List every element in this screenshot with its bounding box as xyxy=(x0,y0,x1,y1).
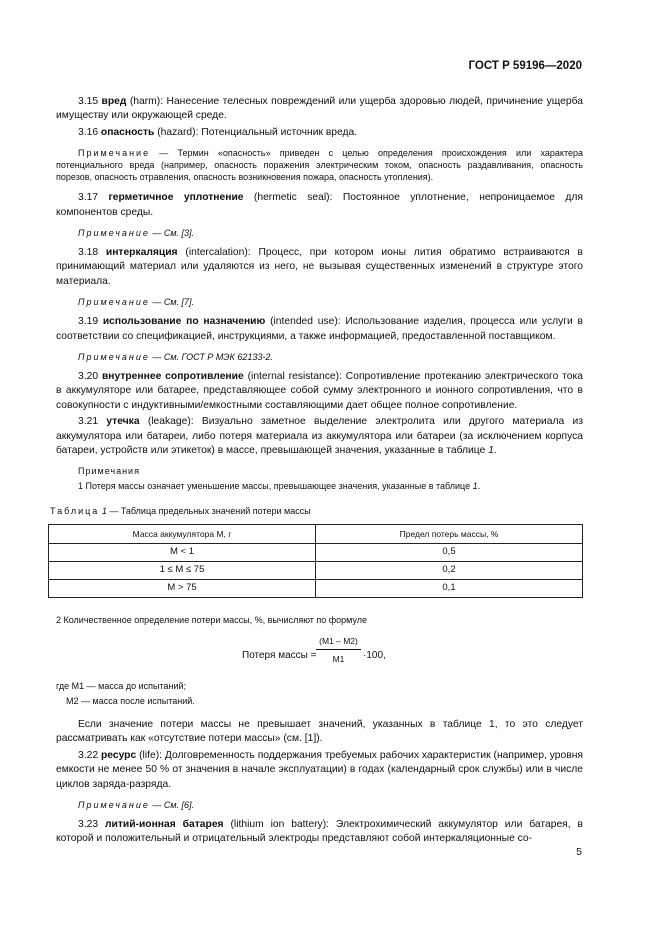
table-cell: M > 75 xyxy=(49,579,316,597)
term-name: интеркаляция xyxy=(105,247,178,259)
note-3-18: Примечание — См. [7]. xyxy=(78,297,195,308)
term-3-23: 3.23 литий-ионная батарея (lithium ion battery): Электрохимический аккумулятор или батарея, в которой и положительный и отрицательный электроды представляют собой интеркаляционные со- xyxy=(56,818,583,845)
notes-heading: Примечания xyxy=(78,465,140,476)
term-3-22: 3.22 ресурс (life): Долговременность поддержания требуемых рабочих характеристик (например, уровня емкости не менее 50 % от значения в начале эксплуатации) в годах (календарный срок службы) или в числе циклов заряда-разряда. xyxy=(56,749,583,790)
term-name: вред xyxy=(101,96,127,107)
formula-fraction xyxy=(316,634,361,667)
formula-left: Потеря массы = xyxy=(242,649,317,661)
term-name: герметичное уплотнение xyxy=(108,192,244,204)
term-name: литий-ионная батарея xyxy=(104,818,224,830)
table-caption: Таблица 1 — Таблица предельных значений потери массы xyxy=(50,505,311,516)
table-row xyxy=(49,561,583,579)
term-3-20: 3.20 внутреннее сопротивление (internal resistance): Сопротивление протеканию электрического тока в аккумуляторе или батарее, представляющее собой сумму электронного и ионного сопротивления, что в совокупности с индуктивными/емкостными составляющими дает общее полное сопротивление. xyxy=(56,371,583,411)
term-name: ресурс xyxy=(100,749,137,761)
table-row xyxy=(49,543,583,561)
where-m1: где M1 — масса до испытаний; xyxy=(56,680,187,691)
term-name: утечка xyxy=(106,416,140,428)
note-3-22: Примечание — См. [6]. xyxy=(78,799,195,810)
table-cell: 0,1 xyxy=(316,579,583,597)
formula-numerator: (M1 – M2) xyxy=(316,634,361,650)
table-cell: 1 ≤ M ≤ 75 xyxy=(49,561,316,579)
table-header-mass: Масса аккумулятора M, г xyxy=(49,524,316,543)
term-name: внутреннее сопротивление xyxy=(101,371,244,383)
note-1: 1 Потеря массы означает уменьшение массы, превышающее значения, указанные в таблице 1. xyxy=(78,480,481,491)
table-header-row xyxy=(49,524,583,543)
note-3-19: Примечание — См. ГОСТ Р МЭК 62133-2. xyxy=(78,352,273,363)
mass-loss-table xyxy=(48,524,583,598)
table-cell: M < 1 xyxy=(49,543,316,561)
term-name: использование по назначению xyxy=(102,316,266,328)
term-3-18: 3.18 интеркаляция (intercalation): Процесс, при котором ионы лития обратимо встраиваются в принимающий материал или удаляются из него, не вызывая существенных изменений в структуре этого материала. xyxy=(56,247,583,287)
term-3-19: 3.19 использование по назначению (intended use): Использование изделия, процесса или услуги в соответствии со спецификацией, инструкциями, а также информацией, предоставленной поставщиком. xyxy=(56,316,583,342)
mass-loss-formula xyxy=(56,634,583,678)
note-3-16: Примечание — Термин «опасность» приведен с целью определения происхождения или характера потенциального вреда (например, опасность поражения электрическим током, опасность раздавливания, опасность порезов, опасность отравления, опасность возникновения пожара, опасность утопления). xyxy=(56,148,583,183)
term-name: опасность xyxy=(100,126,155,138)
page-number: 5 xyxy=(576,846,582,858)
term-3-16: 3.16 опасность (hazard): Потенциальный источник вреда. xyxy=(78,126,358,138)
note-3-17: Примечание — См. [3]. xyxy=(78,228,195,239)
document-header: ГОСТ Р 59196—2020 xyxy=(468,60,582,72)
where-m2: M2 — масса после испытаний. xyxy=(66,695,195,706)
term-3-15: 3.15 вред (harm): Нанесение телесных повреждений или ущерба здоровью людей, причинение ущерба имуществу или окружающей среде. xyxy=(56,96,583,122)
table-cell: 0,5 xyxy=(316,543,583,561)
note-2: 2 Количественное определение потери массы, %, вычисляют по формуле xyxy=(56,614,368,625)
table-cell: 0,2 xyxy=(316,561,583,579)
formula-denominator: M1 xyxy=(332,654,345,665)
mass-loss-paragraph: Если значение потери массы не превышает значений, указанных в таблице 1, то это следует рассматривать как «отсутствие потери массы» (см. [1]). xyxy=(56,718,583,745)
page-content xyxy=(50,93,583,847)
term-3-17: 3.17 герметичное уплотнение (hermetic seal): Постоянное уплотнение, непроницаемое для компонентов среды. xyxy=(56,192,583,218)
term-3-21: 3.21 утечка (leakage): Визуально заметное выделение электролита или другого материала из аккумулятора или батареи, либо потеря материала из аккумулятора или батареи (за исключением корпуса батареи, устройств или этикеток) в массе, превышающей значения, указанные в таблице 1. xyxy=(56,416,583,457)
table-row xyxy=(49,579,583,597)
formula-right: ·100, xyxy=(363,649,386,661)
table-header-limit: Предел потерь массы, % xyxy=(316,524,583,543)
